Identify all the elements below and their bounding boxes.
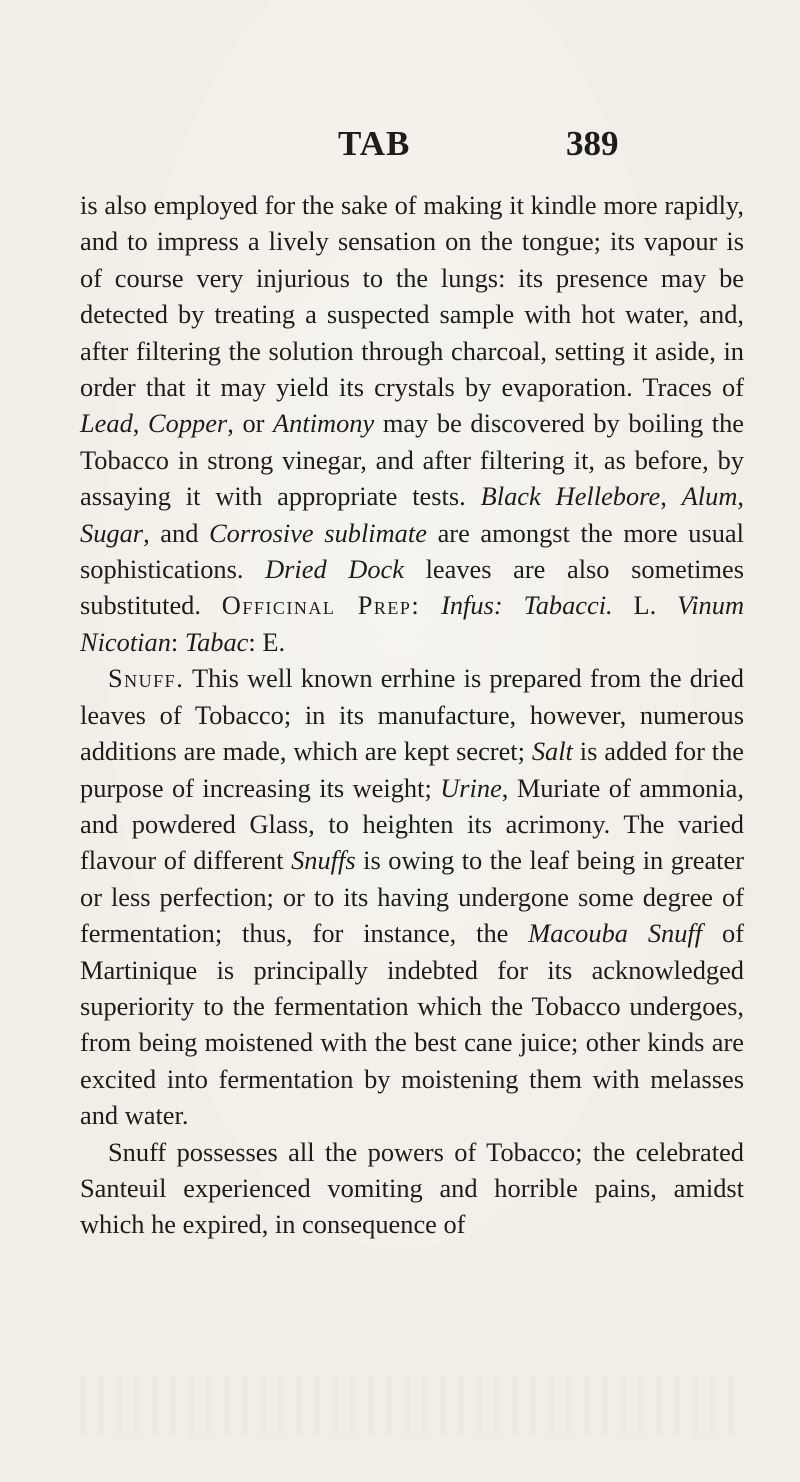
- text-run: may be discovered by boiling the Tobacco in strong vinegar, and after filtering it, as before, by assaying it with appropriate tests.: [80, 408, 745, 512]
- term-dried-dock: Dried Dock: [265, 554, 404, 585]
- term-vinum-nicotian: Vinum Nicotian: [80, 590, 745, 657]
- text-run: ,: [132, 408, 149, 439]
- term-infus-tabacci: Infus: Tabacci.: [441, 590, 613, 621]
- text-run: ,: [737, 481, 745, 512]
- text-run: L.: [612, 590, 678, 621]
- term-copper: Copper: [148, 408, 228, 439]
- paragraph-snuff-powers: [80, 1134, 744, 1243]
- text-run: Snuff possesses all the powers of Tobacco; the celebrated Santeuil experienced vomiting and horrible pains, amidst which he expired, in consequence of: [80, 1136, 744, 1240]
- term-urine: Urine: [440, 772, 502, 803]
- paragraph-snuff: [80, 660, 744, 1133]
- text-run: This well known errhine is prepared from the dried leaves of Tobacco; in its manufacture, however, numerous additions are made, which are kept secret;: [80, 663, 744, 767]
- text-run: is also employed for the sake of making it kindle more rapidly, and to impress a lively sensation on the tongue; its vapour is of course very injurious to the lungs: its presence may be detected by treating a suspected sample with hot water, and, after filtering the solution through charcoal, setting it aside, in order that it may yield its crystals by evaporation. Traces of: [80, 190, 744, 403]
- officinal-prep-label: Officinal Prep:: [221, 590, 421, 621]
- term-salt: Salt: [531, 736, 573, 767]
- term-black-hellebore: Black Hellebore: [480, 481, 661, 512]
- running-head: TAB: [338, 124, 411, 163]
- text-run: : E.: [248, 626, 286, 657]
- text-run: leaves are also sometimes substituted.: [80, 554, 744, 621]
- text-run: , and: [143, 517, 210, 548]
- text-run: is added for the purpose of increasing its weight;: [80, 736, 744, 803]
- paragraph-tobacco-adulterations: [80, 187, 744, 660]
- text-run: of Martinique is principally indebted for its acknowledged superiority to the fermentation which the Tobacco undergoes, from being moistened with the best cane juice; other kinds are excited into fermentation by moistening them with melasses and water.: [80, 918, 744, 1131]
- text-run: , Muriate of ammonia, and powdered Glass, to heighten its acrimony. The varied flavour of different: [80, 772, 744, 876]
- entry-heading-snuff: Snuff.: [108, 663, 185, 694]
- text-run: are amongst the more usual sophistications.: [80, 517, 744, 585]
- term-macouba-snuff: Macouba Snuff: [528, 918, 703, 949]
- text-run: :: [170, 626, 185, 657]
- text-run: ,: [660, 481, 682, 512]
- text-run: , or: [227, 408, 274, 439]
- term-alum: Alum: [681, 481, 738, 512]
- page-number: 389: [566, 124, 619, 163]
- term-corrosive-sublimate: Corrosive sublimate: [209, 517, 427, 548]
- term-tabac: Tabac: [184, 626, 249, 657]
- text-run: [420, 590, 441, 620]
- term-snuffs: Snuffs: [291, 845, 356, 876]
- bleed-through-texture: [80, 1376, 740, 1436]
- page-header: [0, 124, 800, 174]
- term-antimony: Antimony: [273, 408, 375, 439]
- text-run: is owing to the leaf being in greater or less perfection; or to its having undergone some degree of fermentation; thus, for instance, the: [80, 845, 744, 949]
- term-sugar: Sugar: [80, 517, 144, 548]
- body-text: [80, 187, 744, 1243]
- term-lead: Lead: [80, 408, 133, 439]
